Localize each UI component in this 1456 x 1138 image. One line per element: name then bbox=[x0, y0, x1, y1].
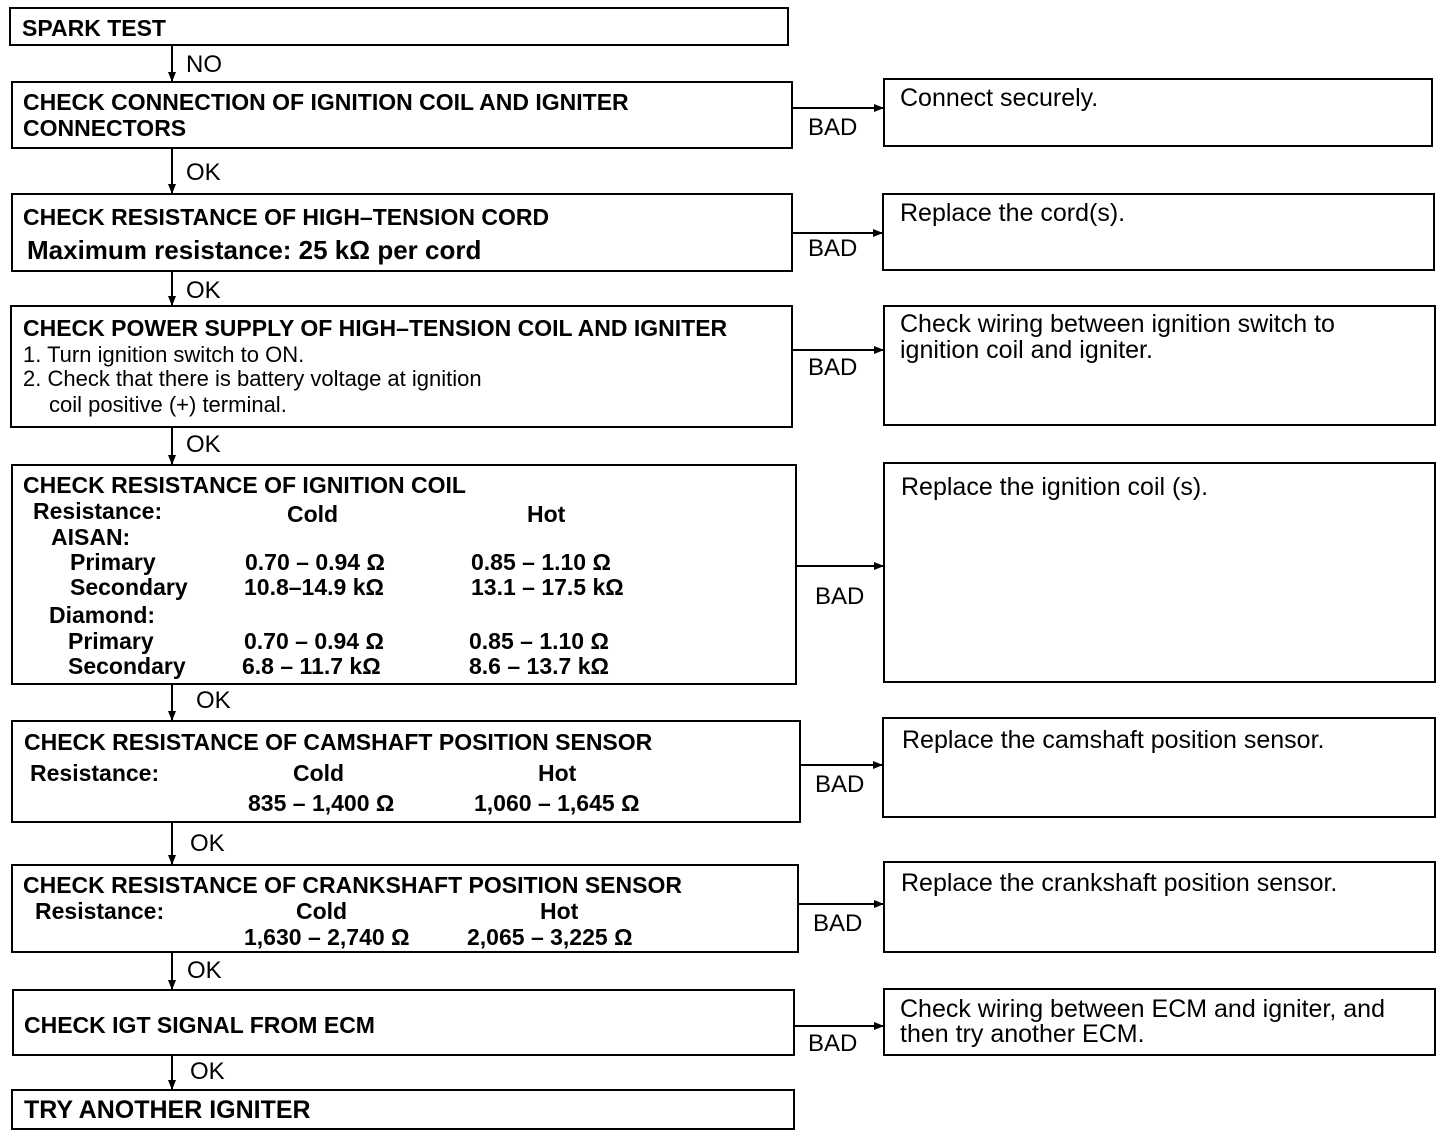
col-cold: Cold bbox=[296, 898, 348, 924]
col-hot: Hot bbox=[540, 898, 579, 924]
value-hot: 0.85 – 1.10 Ω bbox=[471, 549, 611, 575]
resistance-label: Resistance: bbox=[30, 760, 160, 786]
step-title: TRY ANOTHER IGNITER bbox=[24, 1096, 311, 1124]
row-label: Primary bbox=[68, 628, 154, 654]
remedy-replace-camshaft-sensor bbox=[882, 717, 1436, 818]
label-bad: BAD bbox=[813, 910, 863, 937]
col-cold: Cold bbox=[287, 501, 339, 527]
value-cold: 835 – 1,400 Ω bbox=[248, 790, 395, 816]
label-bad: BAD bbox=[808, 354, 858, 381]
step-check-ignition-coil bbox=[11, 464, 797, 685]
step-check-connection bbox=[11, 81, 793, 149]
row-label: Secondary bbox=[70, 574, 188, 600]
value-cold: 10.8–14.9 kΩ bbox=[244, 574, 384, 600]
resistance-label: Resistance: bbox=[33, 498, 163, 524]
remedy-text-line2: ignition coil and igniter. bbox=[900, 336, 1153, 364]
col-hot: Hot bbox=[538, 760, 577, 786]
row-label: Primary bbox=[70, 549, 156, 575]
remedy-text-line1: Check wiring between ignition switch to bbox=[900, 310, 1335, 338]
value-hot: 8.6 – 13.7 kΩ bbox=[469, 653, 609, 679]
remedy-replace-crankshaft-sensor bbox=[883, 861, 1436, 953]
step-title-line2: CONNECTORS bbox=[23, 115, 187, 141]
label-bad: BAD bbox=[815, 771, 865, 798]
remedy-check-wiring-ecm bbox=[883, 988, 1436, 1056]
value-hot: 0.85 – 1.10 Ω bbox=[469, 628, 609, 654]
value-cold: 6.8 – 11.7 kΩ bbox=[242, 653, 381, 679]
label-bad: BAD bbox=[808, 1030, 858, 1057]
remedy-text: Replace the cord(s). bbox=[900, 199, 1126, 227]
step-check-igt-signal bbox=[12, 989, 795, 1056]
step-check-hightension-cord bbox=[11, 193, 793, 272]
remedy-text: Connect securely. bbox=[900, 84, 1099, 112]
label-ok: OK bbox=[190, 1058, 225, 1085]
step-check-crankshaft-sensor bbox=[11, 864, 799, 953]
remedy-replace-cord bbox=[882, 193, 1435, 271]
label-bad: BAD bbox=[808, 114, 858, 141]
step-try-another-igniter bbox=[11, 1089, 795, 1130]
remedy-check-wiring-switch bbox=[883, 305, 1436, 426]
remedy-text-line2: then try another ECM. bbox=[900, 1020, 1145, 1048]
label-ok: OK bbox=[186, 277, 221, 304]
label-ok: OK bbox=[190, 830, 225, 857]
value-hot: 2,065 – 3,225 Ω bbox=[467, 924, 633, 950]
value-cold: 0.70 – 0.94 Ω bbox=[244, 628, 384, 654]
step-spark-test bbox=[9, 7, 789, 46]
step-title: CHECK RESISTANCE OF IGNITION COIL bbox=[23, 472, 466, 498]
label-ok: OK bbox=[186, 431, 221, 458]
step-title: CHECK POWER SUPPLY OF HIGH–TENSION COIL AND IGNITER bbox=[23, 315, 728, 341]
remedy-text-line1: Check wiring between ECM and igniter, and bbox=[900, 995, 1385, 1023]
group-name-aisan: AISAN: bbox=[51, 524, 131, 550]
group-name-diamond: Diamond: bbox=[49, 602, 156, 628]
step-check-camshaft-sensor bbox=[11, 720, 801, 823]
step-title: CHECK IGT SIGNAL FROM ECM bbox=[24, 1012, 375, 1038]
remedy-text: Replace the camshaft position sensor. bbox=[902, 726, 1325, 754]
label-ok: OK bbox=[196, 687, 231, 714]
step-title: CHECK RESISTANCE OF CAMSHAFT POSITION SENSOR bbox=[24, 729, 653, 755]
col-cold: Cold bbox=[293, 760, 345, 786]
instruction-1: 1. Turn ignition switch to ON. bbox=[23, 342, 305, 367]
label-ok: OK bbox=[186, 159, 221, 186]
value-hot: 1,060 – 1,645 Ω bbox=[474, 790, 640, 816]
step-title: CHECK RESISTANCE OF HIGH–TENSION CORD bbox=[23, 204, 550, 230]
col-hot: Hot bbox=[527, 501, 566, 527]
value-hot: 13.1 – 17.5 kΩ bbox=[471, 574, 624, 600]
remedy-text: Replace the crankshaft position sensor. bbox=[901, 869, 1338, 897]
step-title-line1: CHECK CONNECTION OF IGNITION COIL AND IGNITER bbox=[23, 89, 629, 115]
remedy-text: Replace the ignition coil (s). bbox=[901, 473, 1209, 501]
row-label: Secondary bbox=[68, 653, 186, 679]
value-cold: 1,630 – 2,740 Ω bbox=[244, 924, 410, 950]
label-bad: BAD bbox=[815, 583, 865, 610]
value-cold: 0.70 – 0.94 Ω bbox=[245, 549, 385, 575]
instruction-2: 2. Check that there is battery voltage at ignition bbox=[23, 366, 482, 391]
label-bad: BAD bbox=[808, 235, 858, 262]
instruction-2-cont: coil positive (+) terminal. bbox=[49, 392, 287, 417]
label-no: NO bbox=[186, 51, 222, 78]
remedy-replace-ignition-coil bbox=[883, 462, 1436, 683]
resistance-label: Resistance: bbox=[35, 898, 165, 924]
label-ok: OK bbox=[187, 957, 222, 984]
step-title: CHECK RESISTANCE OF CRANKSHAFT POSITION SENSOR bbox=[23, 872, 682, 898]
step-title: SPARK TEST bbox=[22, 15, 166, 41]
remedy-connect-securely bbox=[883, 78, 1433, 147]
step-check-power-supply bbox=[10, 305, 793, 428]
step-spec: Maximum resistance: 25 kΩ per cord bbox=[27, 235, 482, 265]
